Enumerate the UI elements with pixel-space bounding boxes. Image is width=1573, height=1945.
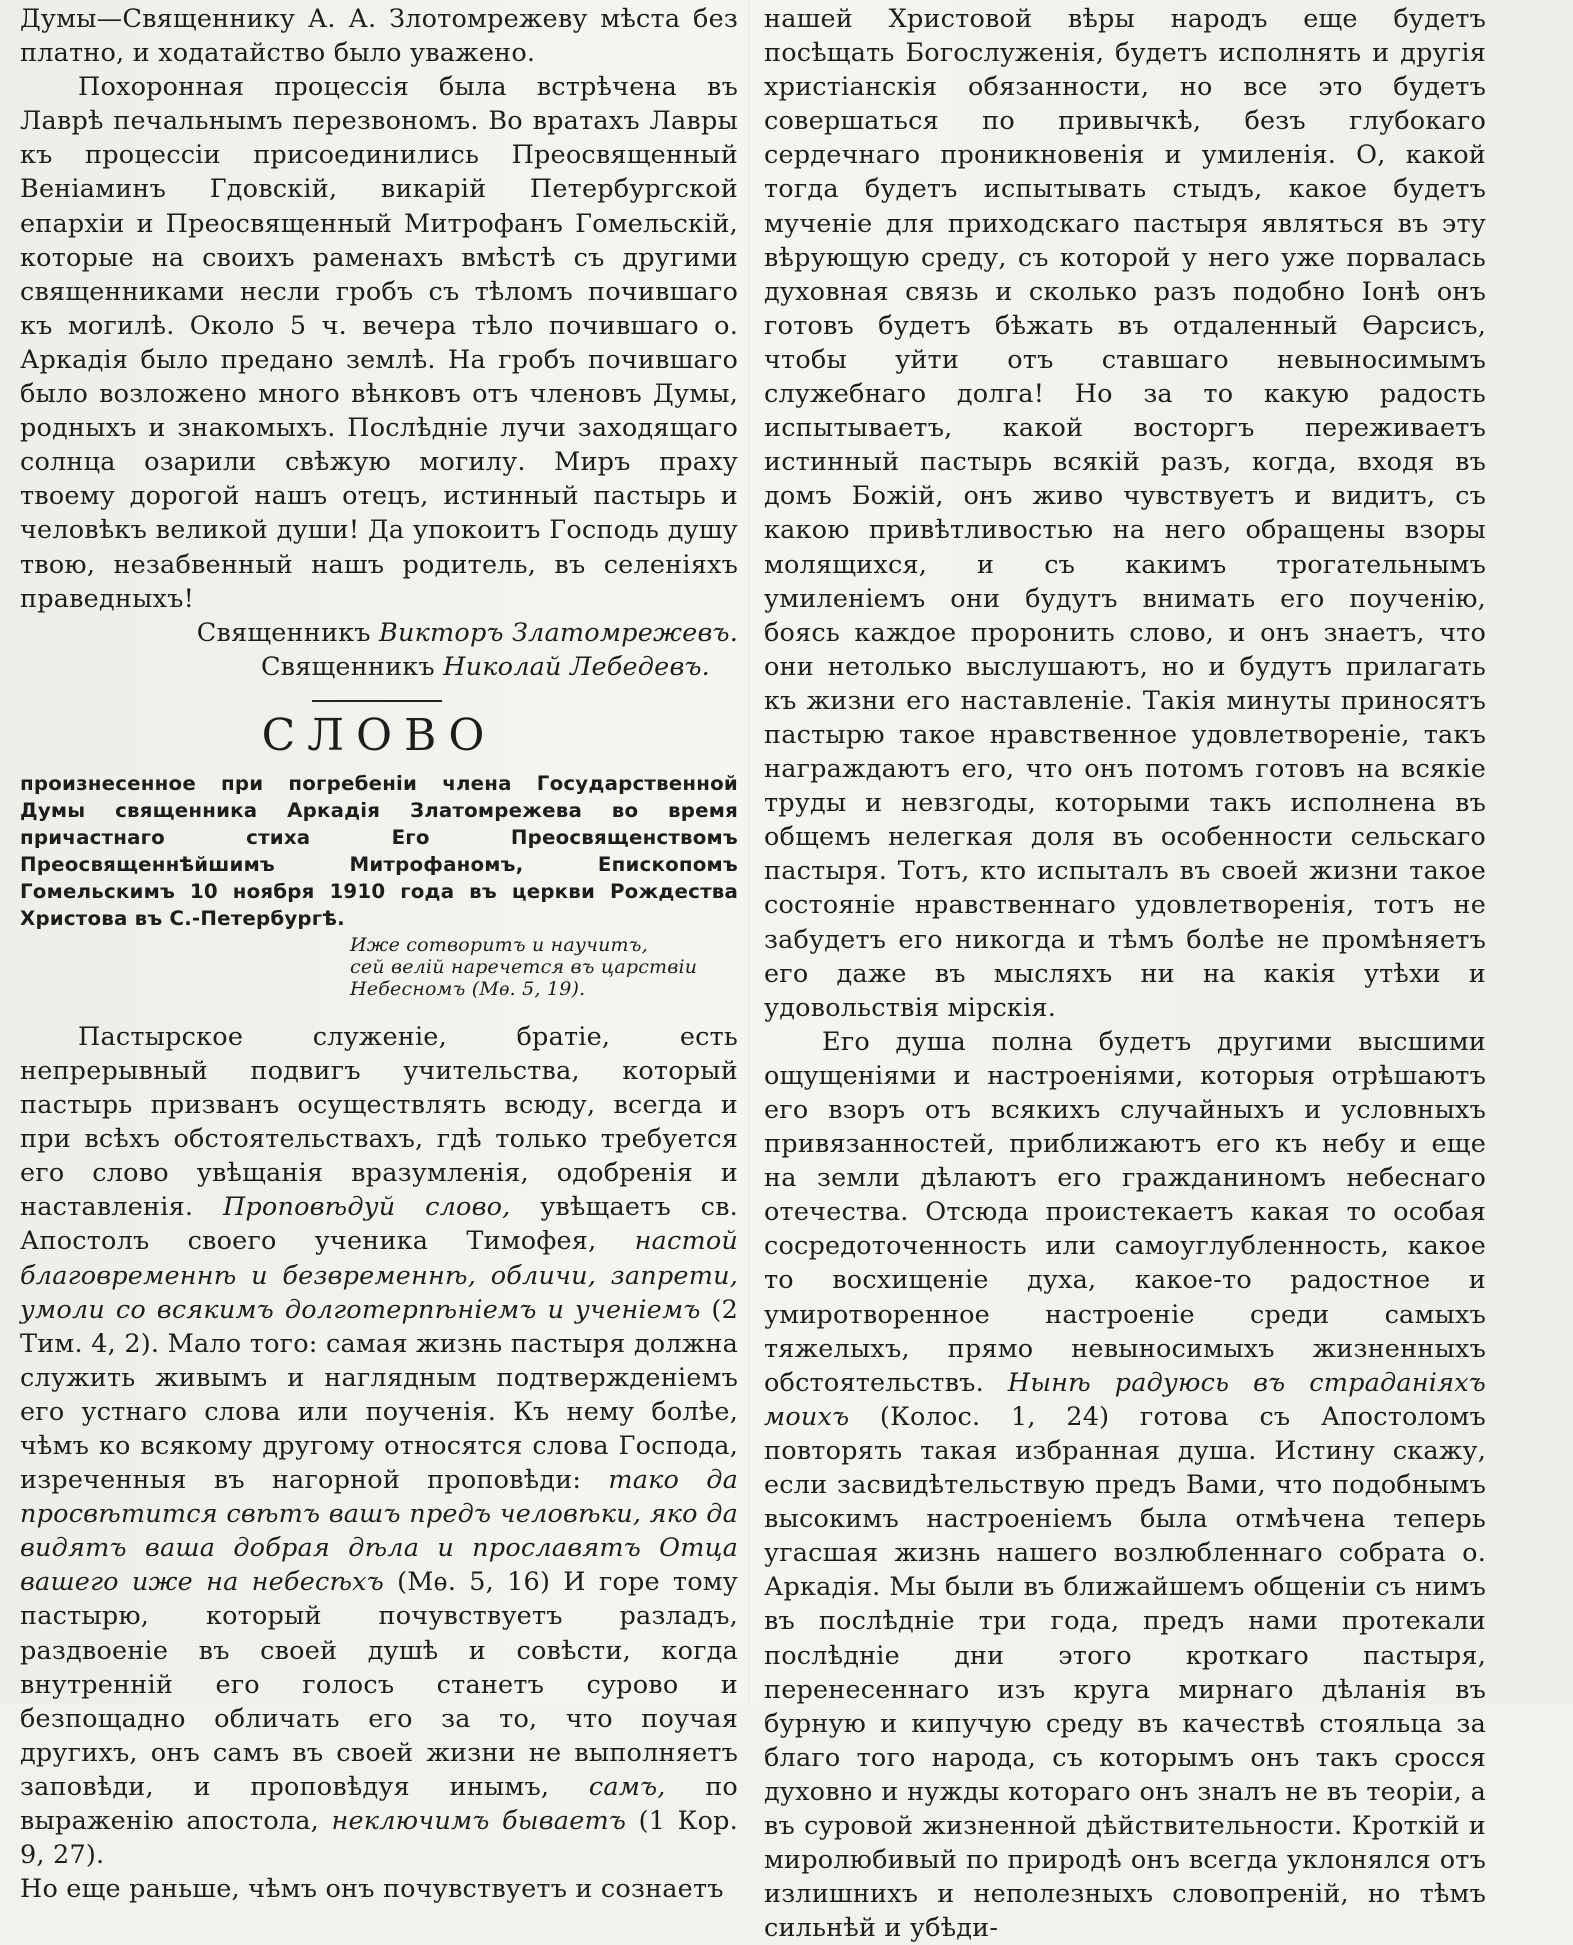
quote: неключимъ бываетъ bbox=[331, 1806, 627, 1837]
left-column bbox=[20, 2, 738, 1906]
column-divider bbox=[748, 0, 749, 1704]
epigraph bbox=[20, 934, 738, 1000]
signature bbox=[20, 616, 738, 650]
epigraph-line: Небесномъ (Мѳ. 5, 19). bbox=[350, 977, 586, 1000]
section-rule bbox=[312, 700, 442, 702]
signature-role: Священникъ bbox=[196, 617, 371, 648]
paragraph: Но еще раньше, чѣмъ онъ почувствуетъ и сознаетъ bbox=[20, 1874, 724, 1905]
signature-name: Николай Лебедевъ. bbox=[443, 651, 710, 682]
section-heading: СЛОВО bbox=[261, 709, 497, 761]
epigraph-line: Иже сотворитъ и научитъ, bbox=[350, 933, 648, 956]
epigraph-line: сей велій наречется въ царствіи bbox=[350, 955, 698, 978]
section-subheading: произнесенное при погребеніи члена Государственной Думы священника Аркадія Златомрежева во время причастнаго стиха Его Преосвященствомъ Преосвященнѣйшимъ Митрофаномъ, Епископомъ Гомельскимъ 10 ноября 1910 года въ церкви Рождества Христова въ С.-Петербургѣ. bbox=[20, 771, 738, 930]
quote: настой благовременнѣ и безвременнѣ, обличи, запрети, умоли со всякимъ долготерпѣніемъ и ученіемъ bbox=[20, 1226, 738, 1325]
paragraph: Похоронная процессія была встрѣчена въ Лаврѣ печальнымъ перезвономъ. Во вратахъ Лавры къ процессіи присоединились Преосвященный Веніаминъ Гдовскій, викарій Петербургской епархіи и Преосвященный Митрофанъ Гомельскій, которые на своихъ раменахъ вмѣстѣ съ другими священниками несли гробъ съ тѣломъ почившаго къ могилѣ. Около 5 ч. вечера тѣло почившаго о. Аркадія было предано землѣ. На гробъ почившаго было возложено много вѣнковъ отъ членовъ Думы, родныхъ и знакомыхъ. Послѣдніе лучи заходящаго солнца озарили свѣжую могилу. Миръ праху твоему дорогой нашъ отецъ, истинный пастырь и человѣкъ великой души! Да упокоитъ Господь душу твою, незабвенный нашъ родитель, въ селеніяхъ праведныхъ! bbox=[20, 72, 738, 614]
signature bbox=[20, 650, 738, 684]
quote: самъ, bbox=[588, 1771, 666, 1802]
signature-role: Священникъ bbox=[260, 651, 435, 682]
quote: Нынѣ радуюсь въ страданіяхъ моихъ bbox=[764, 1367, 1486, 1432]
paragraph: нашей Христовой вѣры народъ еще будетъ посѣщать Богослуженія, будетъ исполнять и другія христіанскія обязанности, но все это будетъ совершаться по привычкѣ, безъ глубокаго сердечнаго проникновенія и умиленія. О, какой тогда будетъ испытывать стыдъ, какое будетъ мученіе для приходскаго пастыря являться въ эту вѣрующую среду, съ которой у него уже порвалась духовная связь и сколько разъ подобно Іонѣ онъ готовъ будетъ бѣжать въ отдаленный Ѳарсисъ, чтобы уйти отъ ставшаго невыносимымъ служебнаго долга! Но за то какую радость испытываетъ, какой восторгъ переживаетъ истинный пастырь всякій разъ, когда, входя въ домъ Божій, онъ живо чувствуетъ и видитъ, съ какою привѣтливостью на него обращены взоры молящихся, и съ какимъ трогательнымъ умиленіемъ они будутъ внимать его поученію, боясь каждое проронить слово, и онъ знаетъ, что они нетолько выслушаютъ, но и будутъ прилагать къ жизни его наставленіе. Такія минуты приносятъ пастырю такое нравственное удовлетвореніе, такъ награждаютъ его, что онъ потомъ готовъ на всякіе труды и невзгоды, которыми такъ исполнена въ общемъ нелегкая доля въ особенности сельскаго пастыря. Тотъ, кто испыталъ въ своей жизни такое состояніе нравственнаго удовлетворенія, тотъ не забудетъ его никогда и тѣмъ болѣе не промѣняетъ его даже въ мысляхъ ни на какія утѣхи и удовольствія мірскія. bbox=[764, 4, 1486, 1023]
paragraph: Пастырское служеніе, братіе, есть непрерывный подвигъ учительства, который пастырь призванъ осуществлять всюду, всегда и при всѣхъ обстоятельствахъ, гдѣ только требуется его слово увѣщанія вразумленія, одобренія и наставленія. Проповѣдуй слово, увѣщаетъ св. Апостолъ своего ученика Тимофея, настой благовременнѣ и безвременнѣ, обличи, запрети, умоли со всякимъ долготерпѣніемъ и ученіемъ (2 Тим. 4, 2). Мало того: самая жизнь пастыря должна служить живымъ и наглядным подтвержденіемъ его устнаго слова или поученія. Къ нему болѣе, чѣмъ ко всякому другому относятся слова Господа, изреченныя въ нагорной проповѣди: тако да просвѣтится свѣтъ вашъ предъ человѣки, яко да видятъ ваша добрая дѣла и прославятъ Отца вашего иже на небесѣхъ (Мѳ. 5, 16) И горе тому пастырю, который почувствуетъ разладъ, раздвоеніе въ своей душѣ и совѣсти, когда внутренній его голосъ станетъ сурово и безпощадно обличать его за то, что поучая другихъ, онъ самъ въ своей жизни не выполняетъ заповѣди, и проповѣдуя инымъ, самъ, по выраженію апостола, неключимъ бываетъ (1 Кор. 9, 27). bbox=[20, 1021, 738, 1871]
quote: тако да просвѣтится свѣтъ вашъ предъ человѣки, яко да видятъ ваша добрая дѣла и прославятъ Отца вашего иже на небесѣхъ bbox=[20, 1465, 738, 1598]
paragraph: Думы—Священнику А. А. Злотомрежеву мѣста без платно, и ходатайство было уважено. bbox=[20, 4, 738, 69]
quote: Проповѣдуй слово, bbox=[222, 1192, 511, 1223]
signature-name: Викторъ Златомрежевъ. bbox=[379, 617, 738, 648]
right-column bbox=[764, 2, 1486, 1945]
paragraph: Его душа полна будетъ другими высшими ощущеніями и настроеніями, которыя отрѣшаютъ его взоръ отъ всякихъ случайныхъ и условныхъ привязанностей, приближаютъ его къ небу и еще на земли дѣлаютъ его гражданиномъ небеснаго отечества. Отсюда проистекаетъ какая то особая сосредоточенность или самоуглубленность, какое то восхищеніе духа, какое-то радостное и умиротворенное настроеніе среди самыхъ тяжелыхъ, прямо невыносимыхъ жизненныхъ обстоятельствъ. Нынѣ радуюсь въ страданіяхъ моихъ (Колос. 1, 24) готова съ Апостоломъ повторять такая избранная душа. Истину скажу, если засвидѣтельствую предъ Вами, что подобнымъ высокимъ настроеніемъ была отмѣчена теперь угасшая жизнь нашего возлюбленнаго собрата о. Аркадія. Мы были въ ближайшемъ общеніи съ нимъ въ послѣдніе три года, предъ нами протекали послѣдніе дни этого кроткаго пастыря, перенесеннаго изъ круга мирнаго дѣланія въ бурную и кипучую среду въ качествѣ стояльца за благо того народа, съ которымъ онъ такъ сросся духовно и нужды котораго онъ зналъ не въ теоріи, а въ суровой жизненной дѣйствительности. Кроткій и миролюбивый по природѣ онъ всегда уклонялся отъ излишнихъ и неполезныхъ словопреній, но тѣмъ сильнѣй и убѣди- bbox=[764, 1026, 1486, 1944]
